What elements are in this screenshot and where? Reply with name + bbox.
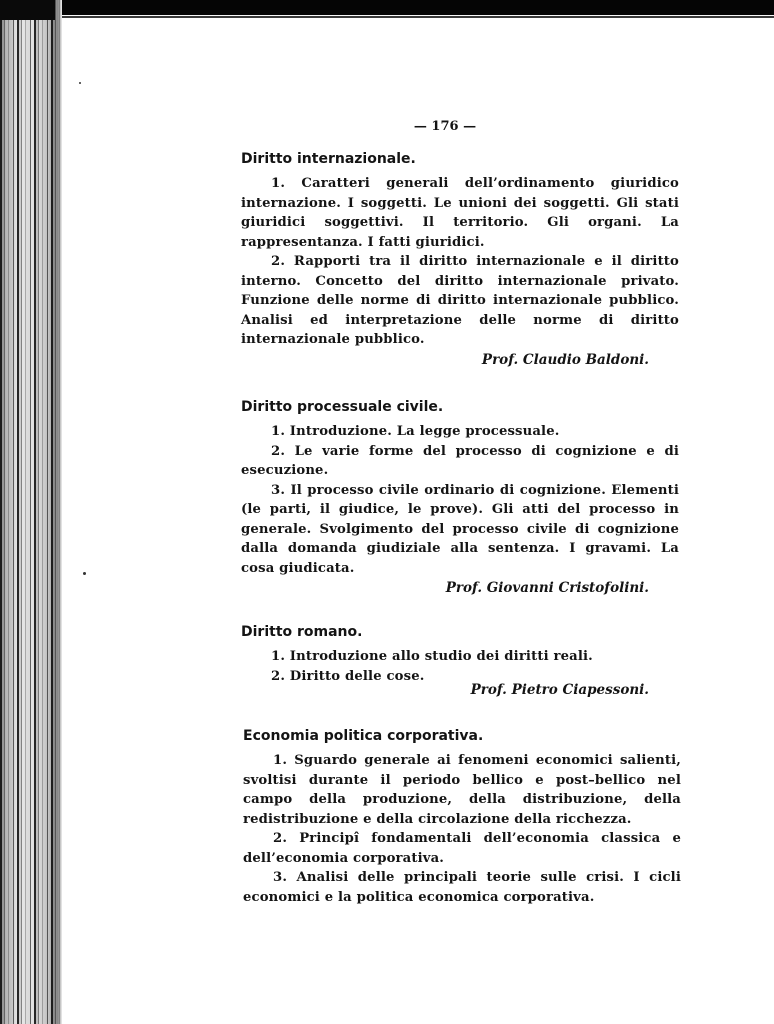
binding-corner	[0, 0, 55, 20]
scan-top-edge	[0, 0, 774, 15]
section-paragraph: 2. Le varie forme del processo di cognizione e di esecuzione.	[241, 443, 679, 478]
page-top-rule	[60, 15, 774, 19]
section-paragraph: 3. Il processo civile ordinario di cognizione. Elementi (le parti, il giudice, le prove). Gli atti del processo in generale. Svolgimento del processo civile di cognizione dalla domanda giudiziale alla sentenza. I gravami. La cosa giudicata.	[241, 482, 679, 576]
section-paragraph: 1. Sguardo generale ai fenomeni economici salienti, svoltisi durante il periodo bellico e post–bellico nel campo della produzione, della distribuzione, della redistribuzione e della circolazione della ricchezza.	[243, 753, 681, 827]
section-author: Prof. Pietro Ciapessoni.	[470, 682, 649, 698]
section-paragraph: 3. Analisi delle principali teorie sulle crisi. I cicli economici e la politica economica corporativa.	[243, 870, 681, 905]
scan-speck	[83, 572, 86, 575]
page-number: — 176 —	[413, 119, 477, 134]
section-diritto-internazionale	[241, 150, 679, 368]
section-paragraph: 1. Introduzione. La legge processuale.	[271, 424, 560, 439]
scan-speck	[79, 82, 81, 84]
section-diritto-processuale-civile	[241, 398, 679, 596]
binding-shadow	[0, 0, 62, 1024]
section-heading: Diritto processuale civile.	[241, 399, 444, 415]
section-heading: Economia politica corporativa.	[243, 728, 484, 744]
section-heading: Diritto romano.	[241, 624, 363, 640]
section-paragraph: 2. Principî fondamentali dell’economia classica e dell’economia corporativa.	[243, 831, 681, 866]
section-diritto-romano	[241, 623, 679, 698]
section-paragraph: 1. Introduzione allo studio dei diritti reali.	[271, 649, 593, 664]
section-economia-politica-corporativa	[243, 727, 681, 907]
section-paragraph: 1. Caratteri generali dell’ordinamento giuridico internazione. I soggetti. Le unioni dei soggetti. Gli stati giuridici soggettivi. Il territorio. Gli organi. La rappresentanza. I fatti giuridici.	[241, 176, 679, 250]
section-author: Prof. Claudio Baldoni.	[481, 351, 649, 368]
section-author: Prof. Giovanni Cristofolini.	[445, 580, 649, 596]
section-paragraph: 2. Rapporti tra il diritto internazionale e il diritto interno. Concetto del diritto internazionale privato. Funzione delle norme di diritto internazionale pubblico. Analisi ed interpretazione delle norme di diritto internazionale pubblico.	[241, 254, 679, 347]
section-heading: Diritto internazionale.	[241, 151, 416, 167]
section-paragraph: 2. Diritto delle cose.	[271, 668, 425, 684]
